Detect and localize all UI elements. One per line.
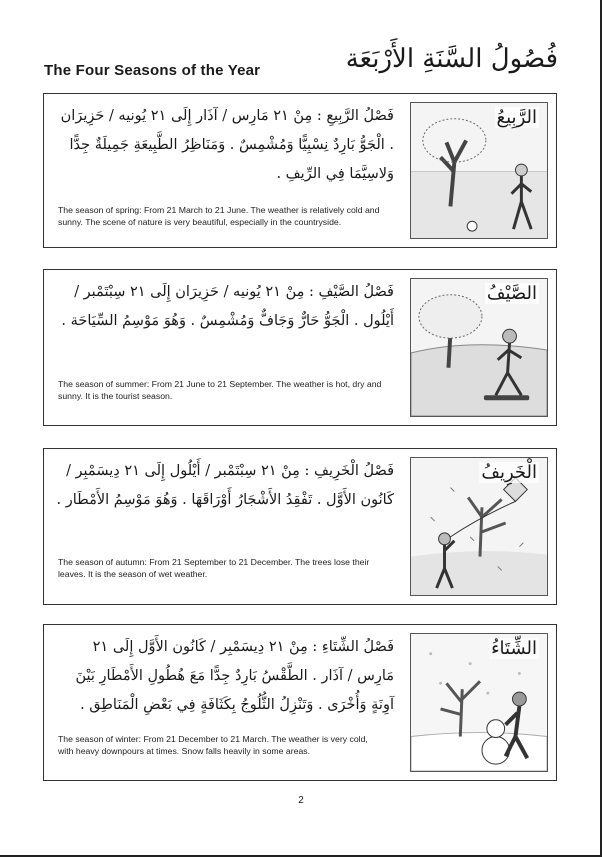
season-card-winter <box>43 624 557 781</box>
season-english-text: The season of winter: From 21 December to 21 March. The weather is very cold, with heavy downpours at times. Snow falls heavily in some areas. <box>58 734 368 756</box>
summer-label: الصَّيْفُ <box>486 283 537 304</box>
season-arabic-text: فَصْلُ الْخَرِيفِ : مِنْ ٢١ سِبْتَمْبر / أَيْلُول إِلَى ٢١ دِيسَمْبِر / كَانُون الأَوَّل . تَفْقِدُ الأَشْجَارُ أَوْرَاقَهَا . وَهُوَ مَوْسِمُ الأَمْطَار . <box>56 463 394 508</box>
season-english-text: The season of spring: From 21 March to 21 June. The weather is relatively cold and sunny. The scene of nature is very beautiful, especially in the countryside. <box>58 205 380 227</box>
season-text-area <box>52 278 394 336</box>
page-title-arabic: فُصُولُ السَّنَةِ الأَرْبَعَة <box>345 44 558 74</box>
winter-illustration <box>410 633 548 772</box>
season-arabic-text: فَصْلُ الصَّيْفِ : مِنْ ٢١ يُونيه / حَزِيرَان إِلَى ٢١ سِبْتَمْبر / أَيْلُول . الْجَوُّ حَارٌّ وَجَافٌّ وَمُشْمِسٌ . وَهُوَ مَوْسِمُ السِّيَاحَة . <box>61 284 394 329</box>
autumn-illustration <box>410 457 548 596</box>
season-arabic-text: فَصْلُ الشِّتَاءِ : مِنْ ٢١ دِيسَمْبِر / كَانُون الأَوَّل إِلَى ٢١ مَارِس / آذَار . الطَّقْسُ بَارِدٌ جِدًّا مَعَ هُطُولِ الأَمْطَارِ بَيْنَ آوِنَةٍ وَأُخْرَى . وَتَنْزِلُ الثُّلُوجُ بِكَثَافَةٍ فِي بَعْضِ الْمَنَاطِق . <box>75 639 394 713</box>
autumn-label: الْخَرِيفُ <box>481 462 537 483</box>
summer-illustration <box>410 278 548 417</box>
season-arabic-text: فَصْلُ الرَّبِيعِ : مِنْ ٢١ مَارِس / آذَار إِلَى ٢١ يُونيه / حَزِيرَان . الْجَوُّ بَارِدٌ نِسْبِيًّا وَمُشْمِسٌ . وَمَنَاظِرُ الطَّبِيعَةِ جَمِيلَةٌ جِدًّا وَلاسِيَّمَا فِي الرِّيفِ . <box>60 108 394 182</box>
winter-label: الشِّتَاءُ <box>491 638 537 659</box>
season-english-text: The season of summer: From 21 June to 21 September. The weather is hot, dry and sunny. It is the tourist season. <box>58 379 382 401</box>
spring-label: الرَّبِيعُ <box>496 107 537 128</box>
spring-illustration <box>410 102 548 239</box>
page-title-english: The Four Seasons of the Year <box>44 62 261 79</box>
season-text-area <box>52 457 394 515</box>
season-text-area <box>52 633 394 720</box>
season-card-autumn <box>43 448 557 605</box>
season-card-spring <box>43 93 557 248</box>
season-card-summer <box>43 269 557 426</box>
page-number: 2 <box>298 795 304 806</box>
season-text-area <box>52 102 394 189</box>
season-english-text: The season of autumn: From 21 September to 21 December. The trees lose their leaves. It is the season of wet weather. <box>58 557 370 579</box>
